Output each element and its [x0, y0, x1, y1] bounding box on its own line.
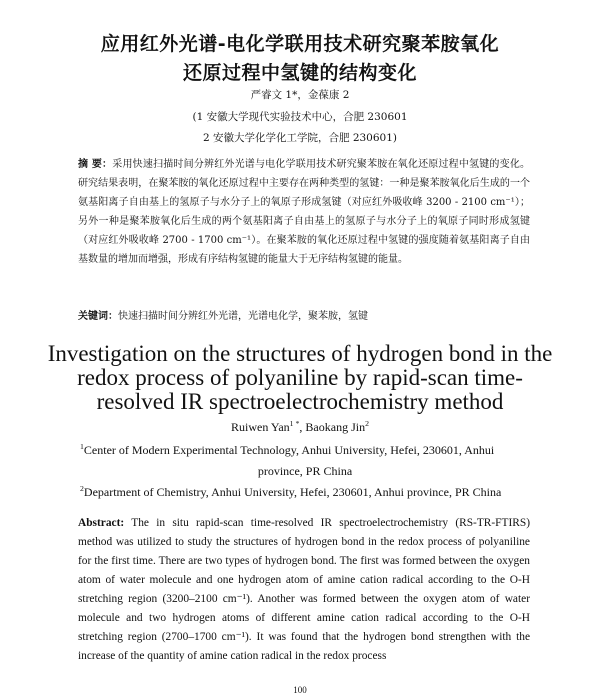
chinese-abstract — [78, 155, 530, 269]
author-1-name: Ruiwen Yan — [230, 420, 290, 434]
chinese-keywords — [78, 307, 530, 322]
affiliation-2-marker: 2 — [80, 484, 84, 493]
chinese-abstract-text: 采用快速扫描时间分辨红外光谱与电化学联用技术研究聚苯胺在氧化还原过程中氢键的变化。研究结果表明，在聚苯胺的氧化还原过程中主要存在两种类型的氢键：一种是聚苯胺氧化后生成的一个氨基阳离子自由基上的氢原子与水分子上的氧原子形成氢键（对应红外吸收峰 3200 - 2100 cm⁻¹）；另外一种是聚苯胺氧化后生成的两个氨基阳离子自由基上的氢原子与水分子上的氧原子同时形成氢键（对应红外吸收峰 2700 - 1700 cm⁻¹）。在聚苯胺的氧化还原过程中氢键的强度随着氨基阳离子自由基数量的增加而增强，形成有序结构氢键的能量大于无序结构氢键的能量。 — [78, 159, 531, 265]
chinese-affiliation-2: 2 安徽大学化学化工学院，合肥 230601) — [202, 132, 398, 144]
english-abstract-text: The in situ rapid-scan time-resolved IR spectroelectrochemistry (RS-TR-FTIRS) method was utilized to study the structures of hydrogen bond in the redox process of polyaniline for the first time. There are two types of hydrogen bond. The first was formed between the oxygen atom of water molecule and one hydrogen atom of amine cation radical according to the O-H stretching region (3200–2100 cm⁻¹). Another was formed between the oxygen atom of water molecule and two hydrogen atoms of different amine cation radical according to the O-H stretching region (2700–1700 cm⁻¹). It was found that the hydrogen bond strengthen with the increase of the quantity of amine cation radical in the redox process — [78, 517, 530, 662]
chinese-title-line-2: 还原过程中氢键的结构变化 — [182, 62, 417, 84]
chinese-authors: 严睿文 1*，金葆康 2 — [250, 89, 350, 101]
english-abstract — [78, 514, 530, 672]
affiliation-2-text: Department of Chemistry, Anhui University, Hefei, 230601, Anhui province, PR China — [83, 485, 502, 499]
chinese-keywords-label: 关键词： — [78, 311, 118, 322]
affiliation-1-marker: 1 — [80, 442, 84, 451]
chinese-affiliation-1: (1 安徽大学现代实验技术中心，合肥 230601 — [192, 111, 408, 123]
english-affiliation-1 — [80, 440, 530, 482]
author-separator: , Baokang Jin — [299, 420, 366, 434]
author-2-marker: 2 — [365, 419, 369, 428]
affiliation-1-line-2: province, PR China — [257, 464, 353, 478]
english-authors — [0, 420, 600, 435]
author-1-marker: 1 * — [289, 419, 300, 428]
chinese-title-line-1: 应用红外光谱-电化学联用技术研究聚苯胺氧化 — [100, 33, 500, 55]
english-title: Investigation on the structures of hydrogen bond in the redox process of polyaniline by rapid-scan time-resolved IR spectroelectrochemistry method — [47, 341, 553, 414]
english-abstract-label: Abstract: — [78, 517, 125, 529]
chinese-abstract-label: 摘 要： — [78, 159, 113, 170]
english-affiliation-2 — [80, 482, 530, 503]
chinese-keywords-text: 快速扫描时间分辨红外光谱，光谱电化学，聚苯胺，氢键 — [118, 311, 368, 322]
affiliation-1-line-1: Center of Modern Experimental Technology, Anhui University, Hefei, 230601, Anhui — [83, 443, 495, 457]
page-number: 100 — [293, 685, 307, 695]
